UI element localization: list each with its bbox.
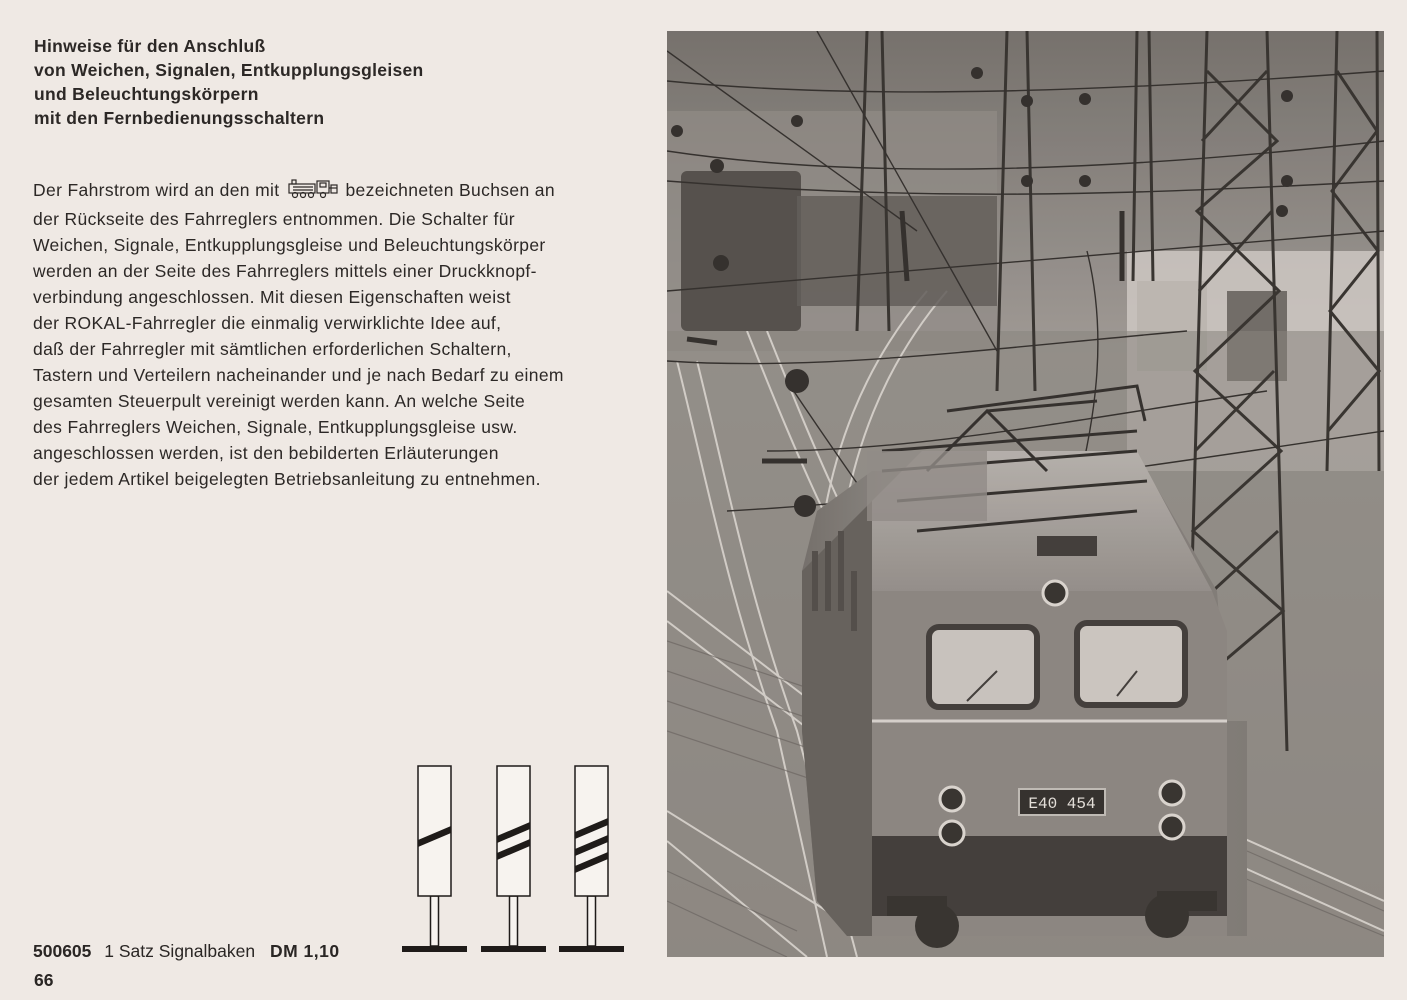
locomotive-photo [667, 31, 1384, 957]
body-line-1-start: Der Fahrstrom wird an den mit [33, 180, 280, 200]
signal-board-post [510, 896, 518, 946]
locomotive-number-plate: E40 454 [1028, 795, 1096, 813]
body-line-10: des Fahrreglers Weichen, Signale, Entkupplungsgleise usw. [33, 417, 518, 437]
heading-line-1: Hinweise für den Anschluß [34, 36, 266, 56]
article-price: DM 1,10 [269, 941, 340, 961]
article-description: 1 Satz Signalbaken [104, 941, 256, 961]
body-line-4: werden an der Seite des Fahrreglers mittels einer Druckknopf- [33, 261, 537, 281]
section-heading [34, 34, 634, 130]
heading-line-3: und Beleuchtungskörpern [34, 84, 259, 104]
body-line-3: Weichen, Signale, Entkupplungsgleise und Beleuchtungskörper [33, 235, 546, 255]
body-line-12: der jedem Artikel beigelegten Betriebsanleitung zu entnehmen. [33, 469, 541, 489]
body-line-9: gesamten Steuerpult vereinigt werden kann. An welche Seite [33, 391, 526, 411]
body-line-1-end: bezeichneten Buchsen an [345, 180, 555, 200]
locomotive-symbol-icon [287, 177, 339, 206]
signal-board-base [402, 946, 467, 952]
signal-board-post [431, 896, 439, 946]
page-number: 66 [34, 970, 54, 990]
signal-board-base [559, 946, 624, 952]
signal-board-post [588, 896, 596, 946]
body-line-6: der ROKAL-Fahrregler die einmalig verwirklichte Idee auf, [33, 313, 502, 333]
heading-line-4: mit den Fernbedienungsschaltern [34, 108, 325, 128]
signal-boards-illustration [400, 760, 630, 960]
signal-board-1 [402, 766, 467, 952]
body-paragraph [33, 177, 653, 492]
body-line-11: angeschlossen werden, ist den bebilderten Erläuterungen [33, 443, 499, 463]
body-line-7: daß der Fahrregler mit sämtlichen erforderlichen Schaltern, [33, 339, 512, 359]
signal-board-2 [481, 766, 546, 952]
article-number: 500605 [33, 941, 92, 961]
signal-board-base [481, 946, 546, 952]
signal-board-3 [559, 766, 624, 952]
body-line-2: der Rückseite des Fahrreglers entnommen. Die Schalter für [33, 209, 515, 229]
body-line-1 [33, 177, 653, 206]
heading-line-2: von Weichen, Signalen, Entkupplungsgleisen [34, 60, 424, 80]
product-line [33, 941, 340, 962]
body-line-5: verbindung angeschlossen. Mit diesen Eigenschaften weist [33, 287, 511, 307]
body-line-8: Tastern und Verteilern nacheinander und je nach Bedarf zu einem [33, 365, 564, 385]
